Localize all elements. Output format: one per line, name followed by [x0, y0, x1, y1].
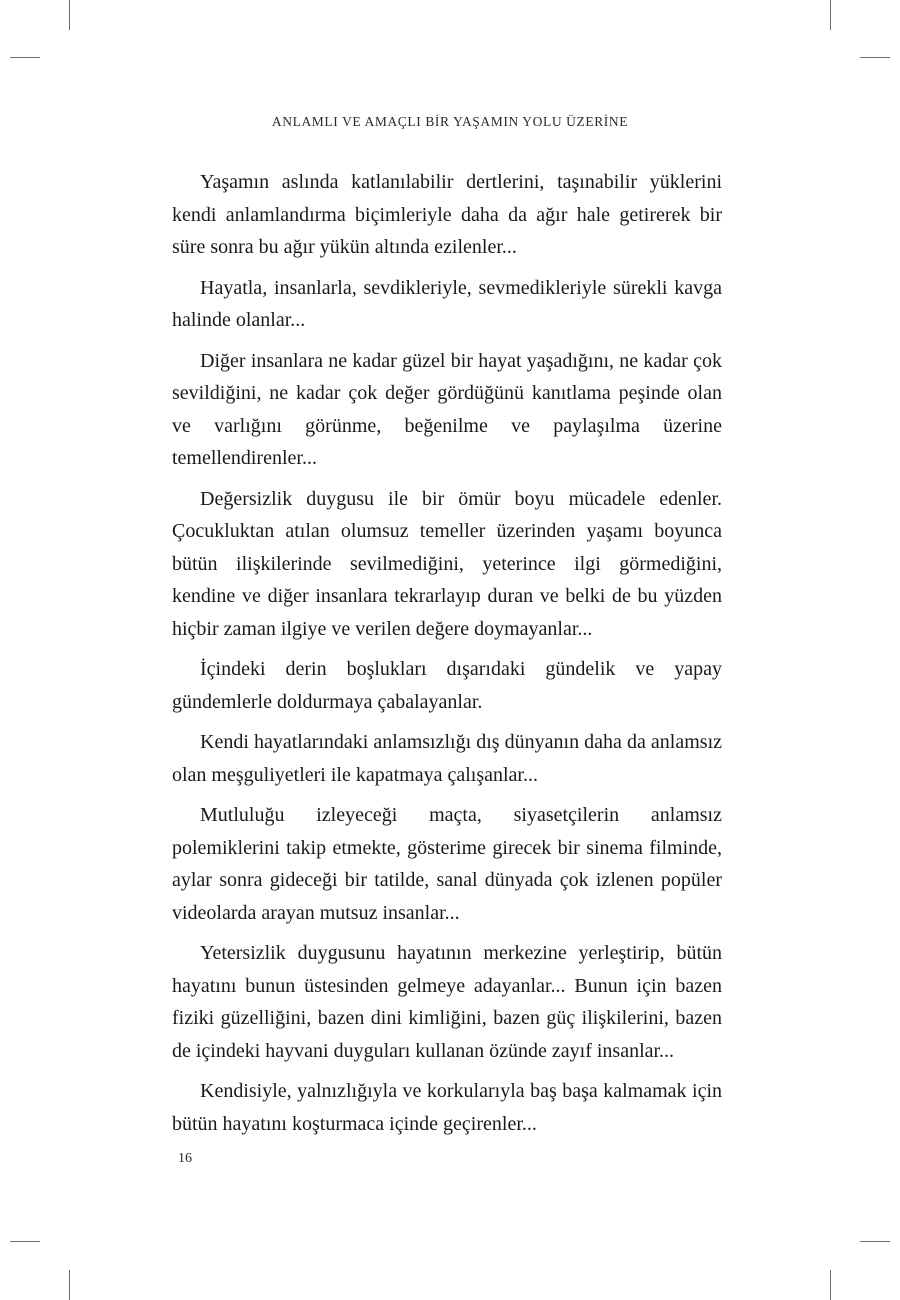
paragraph: Yetersizlik duygusunu hayatının merkezine yerleştirip, bütün hayatını bunun üstesinden gelmeye adayanlar... Bunun için bazen fiziki güzelliğini, bazen dini kimliğini, bazen güç ilişkilerini, bazen de içindeki hayvani duyguları kullanan özünde zayıf insanlar...	[172, 942, 722, 1062]
page-number: 16	[178, 1151, 192, 1166]
crop-mark-bottom-left	[69, 1270, 70, 1300]
crop-mark-left-top	[10, 57, 40, 58]
paragraph: Yaşamın aslında katlanılabilir dertlerini, taşınabilir yüklerini kendi anlamlandırma biçimleriyle daha da ağır hale getirerek bir süre sonra bu ağır yükün altında ezilenler...	[172, 171, 722, 258]
paragraph: İçindeki derin boşlukları dışarıdaki gündelik ve yapay gündemlerle doldurmaya çabalayanlar.	[172, 658, 722, 713]
body-text	[172, 166, 722, 1148]
crop-mark-left-bottom	[10, 1241, 40, 1242]
paragraph: Kendisiyle, yalnızlığıyla ve korkularıyla baş başa kalmamak için bütün hayatını koşturmaca içinde geçirenler...	[172, 1080, 722, 1135]
paragraph: Hayatla, insanlarla, sevdikleriyle, sevmedikleriyle sürekli kavga halinde olanlar...	[172, 276, 722, 331]
crop-mark-bottom-right	[830, 1270, 831, 1300]
running-head: ANLAMLI VE AMAÇLI BİR YAŞAMIN YOLU ÜZERİNE	[271, 114, 629, 129]
paragraph: Kendi hayatlarındaki anlamsızlığı dış dünyanın daha da anlamsız olan meşguliyetleri ile kapatmaya çalışanlar...	[172, 731, 722, 786]
paragraph: Değersizlik duygusu ile bir ömür boyu mücadele edenler. Çocukluktan atılan olumsuz temeller üzerinden yaşamı boyunca bütün ilişkilerinde sevilmediğini, yeterince ilgi görmediğini, kendine ve diğer insanlara tekrarlayıp duran ve belki de bu yüzden hiçbir zaman ilgiye ve verilen değere doymayanlar...	[172, 487, 722, 640]
crop-mark-top-right	[830, 0, 831, 30]
crop-mark-right-top	[860, 57, 890, 58]
crop-mark-top-left	[69, 0, 70, 30]
crop-mark-right-bottom	[860, 1241, 890, 1242]
paragraph: Mutluluğu izleyeceği maçta, siyasetçilerin anlamsız polemiklerini takip etmekte, gösterime girecek bir sinema filminde, aylar sonra gideceği bir tatilde, sanal dünyada çok izlenen popüler videolarda arayan mutsuz insanlar...	[172, 804, 722, 924]
paragraph: Diğer insanlara ne kadar güzel bir hayat yaşadığını, ne kadar çok sevildiğini, ne kadar çok değer gördüğünü kanıtlama peşinde olan ve varlığını görünme, beğenilme ve paylaşılma üzerine temellendirenler...	[172, 349, 722, 469]
